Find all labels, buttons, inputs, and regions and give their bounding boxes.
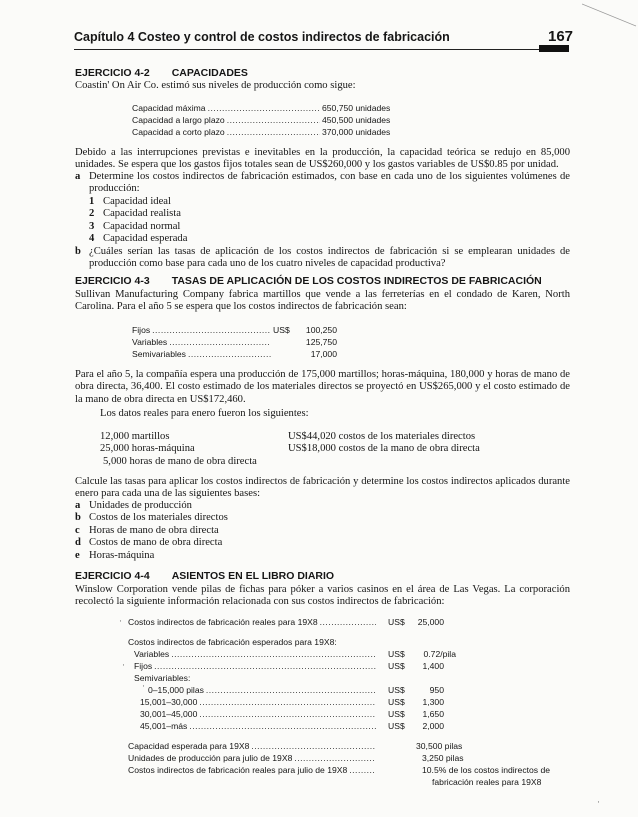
- overhead-row: Semivariables ..... 17,000: [132, 349, 337, 361]
- currency-label: US$: [388, 709, 405, 719]
- tier-row: 0–15,000 pilas .....: [148, 685, 378, 695]
- fixed-value: 1,400: [422, 661, 444, 671]
- variables-row: Variables .....: [134, 649, 378, 659]
- exercise-4-4-intro: Winslow Corporation vende pilas de fichas para póker a varios casinos en el área de Las Vegas. La corporación recolectó la siguiente información relacionada con sus costos indirectos de fabricación:: [75, 584, 570, 608]
- chapter-title: Costeo y control de costos indirectos de fabricación: [137, 30, 450, 44]
- capacity-row: Capacidad máxima ..... 650,750 unidades: [132, 103, 397, 115]
- tier-value: 1,650: [422, 709, 444, 719]
- bases-list: [75, 500, 375, 562]
- actual-cost-value: 25,000: [417, 617, 444, 627]
- scan-speck: ·: [122, 660, 125, 670]
- tier-row: 30,001–45,000 .....: [140, 709, 378, 719]
- exercise-4-4-heading: [75, 570, 334, 582]
- scan-speck: ·: [597, 797, 600, 807]
- semivariable-label: Semivariables:: [134, 673, 191, 683]
- list-item: c Horas de mano de obra directa: [75, 524, 219, 536]
- actual-data-intro: Los datos reales para enero fueron los siguientes:: [100, 408, 309, 419]
- scan-speck: ·: [142, 681, 145, 691]
- currency-label: US$: [388, 685, 405, 695]
- actual-data-left: [100, 431, 280, 468]
- list-item: 12,000 martillos: [100, 431, 170, 442]
- capacity-list: [89, 196, 289, 246]
- chapter-heading: [74, 30, 450, 44]
- overhead-row: Variables ..... 125,750: [132, 337, 337, 349]
- july-cost-row: Costos indirectos de fabricación reales para julio de 19X8 .....: [128, 765, 378, 775]
- exercise-4-3-instructions: Calcule las tasas para aplicar los costos indirectos de fabricación y determine los costos indirectos aplicados durante enero para cada una de las siguientes bases:: [75, 476, 570, 500]
- list-item: 1 Capacidad ideal: [89, 196, 171, 207]
- actual-data-right: [288, 431, 548, 456]
- overhead-table: [132, 325, 337, 361]
- overhead-row: Fijos ..... US$ 100,250: [132, 325, 337, 337]
- header-rule: [74, 49, 569, 50]
- page-tab-marker: [539, 45, 569, 52]
- exercise-4-3-intro: Sullivan Manufacturing Company fabrica martillos que vende a las ferreterías en el condado de Karen, North Carolina. Para el año 5 se espera que los costos indirectos de fabricación sean:: [75, 289, 570, 313]
- list-item: a Unidades de producción: [75, 500, 192, 511]
- list-item: e Horas-máquina: [75, 549, 155, 561]
- scan-speck: ·: [119, 616, 122, 626]
- corner-scan-line: [582, 0, 638, 30]
- tier-row: 45,001–más .....: [140, 721, 378, 731]
- list-item: 4 Capacidad esperada: [89, 233, 188, 245]
- capacity-row: Capacidad a corto plazo ..... 370,000 unidades: [132, 127, 397, 139]
- list-item: b Costos de los materiales directos: [75, 512, 228, 524]
- exercise-title: TASAS DE APLICACIÓN DE LOS COSTOS INDIRECTOS DE FABRICACIÓN: [171, 275, 542, 287]
- currency-label: US$: [388, 661, 405, 671]
- exercise-title: ASIENTOS EN EL LIBRO DIARIO: [171, 570, 335, 582]
- july-cost-value-line2: fabricación reales para 19X8: [432, 777, 542, 787]
- page-number: 167: [548, 28, 574, 45]
- exercise-4-3-paragraph: Para el año 5, la compañía espera una producción de 175,000 martillos; horas-máquina, 180,000 y horas de mano de obra directa, 36,400. El costo estimado de los materiales directos se proyectó en US$265,000 y el costo estimado de la mano de obra directa en US$172,460.: [75, 369, 570, 405]
- list-item: 5,000 horas de mano de obra directa: [103, 455, 257, 467]
- tier-value: 950: [429, 685, 444, 695]
- list-item: US$18,000 costos de la mano de obra directa: [288, 443, 480, 455]
- exercise-4-2-question-a: a Determine los costos indirectos de fabricación estimados, con base en cada uno de los siguientes volúmenes de producción:: [75, 171, 570, 195]
- fixed-row: Fijos .....: [134, 661, 378, 671]
- exercise-4-3-heading: [75, 275, 542, 287]
- currency-label: US$: [388, 617, 405, 627]
- expected-cost-label: Costos indirectos de fabricación esperados para 19X8:: [128, 637, 337, 647]
- exercise-4-2-intro: Coastin' On Air Co. estimó sus niveles de producción como sigue:: [75, 80, 356, 91]
- exercise-4-2-heading: [75, 67, 248, 79]
- units-row: Unidades de producción para julio de 19X8 .....: [128, 753, 378, 763]
- actual-cost-row: Costos indirectos de fabricación reales para 19X8 .....: [128, 617, 378, 627]
- capacity-row: Capacidad a largo plazo ..... 450,500 unidades: [132, 115, 397, 127]
- list-item: 2 Capacidad realista: [89, 208, 181, 220]
- capacity-value: 30,500 pilas: [416, 741, 463, 751]
- exercise-4-2-paragraph: Debido a las interrupciones previstas e inevitables en la producción, la capacidad teórica se redujo en 85,000 unidades. Se espera que los gastos fijos totales sean de US$260,000 y los gastos variables de US$0.85 por unidad.: [75, 147, 570, 171]
- tier-value: 2,000: [422, 721, 444, 731]
- july-cost-value-line1: 10.5% de los costos indirectos de: [422, 765, 551, 775]
- currency-label: US$: [388, 721, 405, 731]
- exercise-number: EJERCICIO 4-2: [75, 67, 150, 79]
- list-item: d Costos de mano de obra directa: [75, 537, 223, 549]
- list-item: 3 Capacidad normal: [89, 220, 181, 232]
- units-value: 3,250 pilas: [422, 753, 464, 763]
- exercise-number: EJERCICIO 4-4: [75, 570, 150, 582]
- exercise-4-2-question-b: b ¿Cuáles serían las tasas de aplicación de los costos indirectos de fabricación si se emplearan unidades de producción como base para cada uno de los cuatro niveles de capacidad productiva?: [75, 246, 570, 270]
- tier-value: 1,300: [422, 697, 444, 707]
- list-item: US$44,020 costos de los materiales directos: [288, 431, 476, 442]
- list-item: 25,000 horas-máquina: [100, 443, 195, 455]
- currency-label: US$: [388, 649, 405, 659]
- tier-row: 15,001–30,000 .....: [140, 697, 378, 707]
- exercise-number: EJERCICIO 4-3: [75, 275, 150, 287]
- exercise-title: CAPACIDADES: [171, 67, 248, 79]
- variables-value: 0.72/pila: [423, 649, 456, 659]
- chapter-label: Capítulo 4: [74, 30, 135, 44]
- currency-label: US$: [388, 697, 405, 707]
- capacity-table: [132, 103, 397, 139]
- capacity-row: Capacidad esperada para 19X8 .....: [128, 741, 378, 751]
